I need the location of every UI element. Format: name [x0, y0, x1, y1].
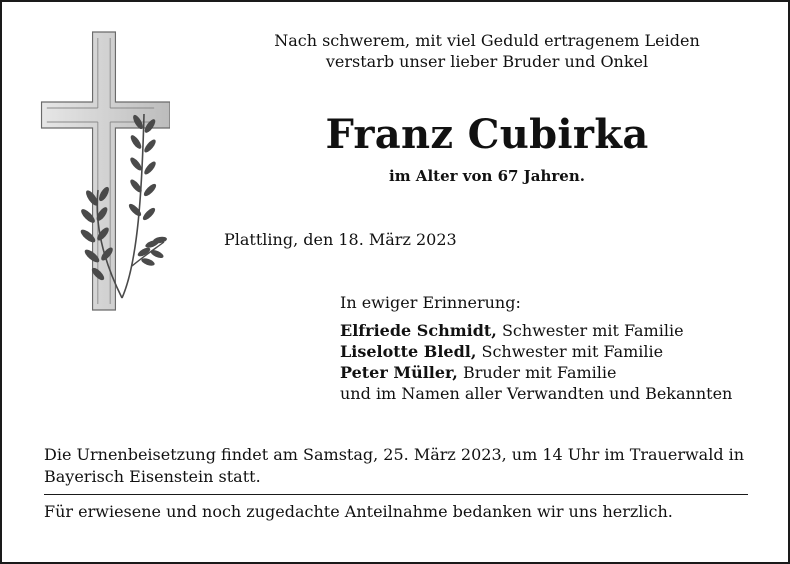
mourner-relation: Schwester mit Familie: [496, 321, 684, 340]
burial-info: [44, 444, 754, 488]
divider-line: [44, 494, 748, 495]
mourner-item: [340, 320, 732, 341]
mourner-relation: Bruder mit Familie: [457, 363, 617, 382]
cross-with-palm-branch-icon: [40, 30, 170, 312]
deceased-age: im Alter von 67 Jahren.: [389, 167, 585, 185]
mourner-relation: Schwester mit Familie: [476, 342, 664, 361]
burial-line: Die Urnenbeisetzung findet am Samstag, 25. März 2023, um 14 Uhr im Trauerwald in: [44, 445, 745, 464]
memory-heading: In ewiger Erinnerung:: [340, 293, 521, 312]
place-date: Plattling, den 18. März 2023: [224, 230, 457, 249]
mourner-name: Peter Müller,: [340, 363, 458, 382]
thanks-text: Für erwiesene und noch zugedachte Anteilnahme bedanken wir uns herzlich.: [44, 502, 673, 521]
mourner-name: Elfriede Schmidt,: [340, 321, 497, 340]
mourner-item: [340, 362, 732, 383]
mourners-closing: und im Namen aller Verwandten und Bekannten: [340, 384, 733, 403]
intro-text: [202, 30, 772, 72]
intro-line: verstarb unser lieber Bruder und Onkel: [325, 52, 649, 71]
mourner-item: [340, 341, 732, 362]
intro-line: Nach schwerem, mit viel Geduld ertragenem Leiden: [274, 31, 700, 50]
deceased-name: Franz Cubirka: [325, 111, 649, 158]
burial-line: Bayerisch Eisenstein statt.: [44, 467, 261, 486]
mourner-name: Liselotte Bledl,: [340, 342, 477, 361]
mourners-list: [340, 320, 732, 404]
